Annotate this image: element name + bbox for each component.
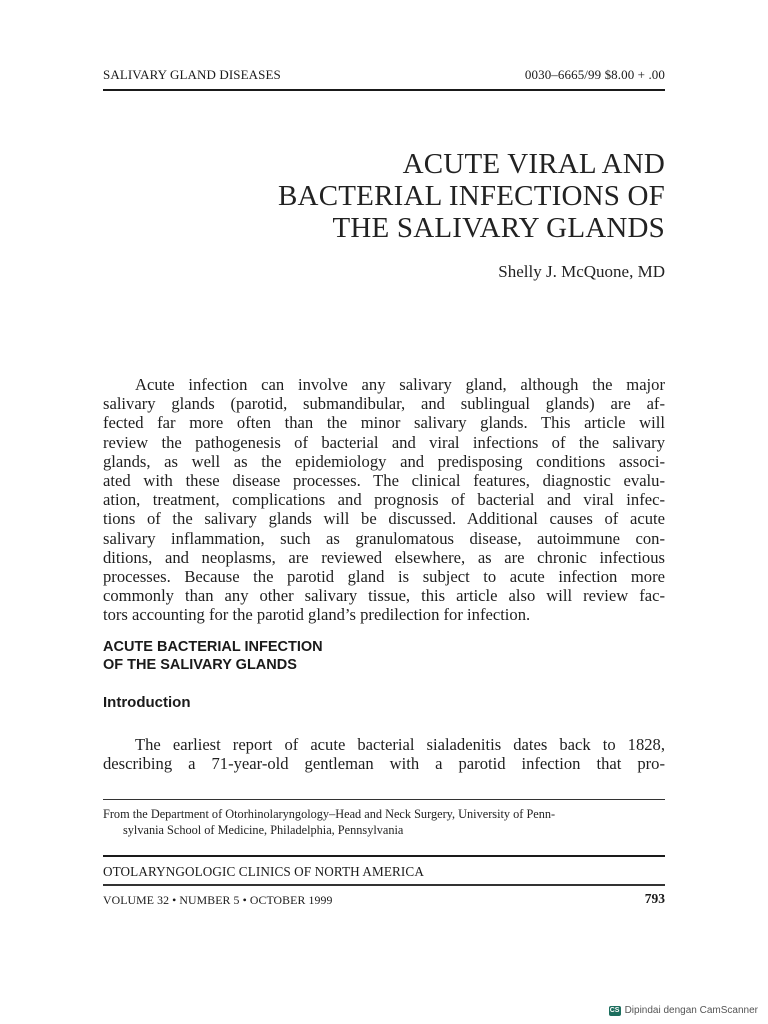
running-head-title: SALIVARY GLAND DISEASES [103,67,281,82]
title-line-3: THE SALIVARY GLANDS [332,212,665,244]
paragraph-line: ated with these disease processes. The clinical features, diagnostic evalu- [103,471,665,491]
subsection-heading: Introduction [103,694,191,711]
paragraph-line: fected far more often than the minor salivary glands. This article will [103,413,665,433]
paragraph-line: tions of the salivary glands will be discussed. Additional causes of acute [103,509,665,529]
paragraph-line: ditions, and neoplasms, are reviewed elsewhere, as are chronic infectious [103,547,665,567]
watermark-text: Dipindai dengan CamScanner [624,1005,758,1016]
journal-rule-top [103,855,665,857]
paragraph-line: The earliest report of acute bacterial sialadenitis dates back to 1828, [135,735,665,754]
paragraph-line: describing a 71-year-old gentleman with a parotid infection that pro- [103,754,665,774]
header-rule [103,89,665,91]
title-line-1: ACUTE VIRAL AND [402,148,665,180]
running-head [103,64,665,86]
paragraph-line: processes. Because the parotid gland is subject to acute infection more [103,567,665,587]
section-heading-line-2: OF THE SALIVARY GLANDS [103,657,297,673]
paragraph-line: ation, treatment, complications and prognosis of bacterial and viral infec- [103,490,665,510]
paragraph-line: Acute infection can involve any salivary gland, although the major [135,375,665,394]
paragraph-line: salivary glands (parotid, submandibular, and sublingual glands) are af- [103,394,665,414]
scanner-watermark [609,1003,758,1018]
paragraph-line: salivary inflammation, such as granulomatous disease, autoimmune con- [103,528,665,548]
section-heading [103,638,323,674]
paragraph-line: tors accounting for the parotid gland’s predilection for infection. [103,605,531,625]
running-head-code: 0030–6665/99 $8.00 + .00 [524,67,665,82]
footnote-rule [103,799,665,800]
footnote-line-2: sylvania School of Medicine, Philadelphia, Pennsylvania [123,823,404,837]
affiliation-footnote [103,806,665,838]
article-title [185,148,665,244]
section-heading-line-1: ACUTE BACTERIAL INFECTION [103,639,323,655]
volume-info: VOLUME 32 • NUMBER 5 • OCTOBER 1999 [103,893,333,907]
paragraph-line: glands, as well as the epidemiology and predisposing conditions associ- [103,451,665,471]
footnote-line-1: From the Department of Otorhinolaryngology–Head and Neck Surgery, University of Penn- [103,807,556,821]
paragraph-line: commonly than any other salivary tissue, this article also will review fac- [103,586,665,606]
title-line-2: BACTERIAL INFECTIONS OF [278,180,665,212]
author-name: Shelly J. McQuone, MD [498,262,665,281]
page-number: 793 [644,891,665,906]
abstract-paragraph [103,375,665,625]
intro-paragraph [103,735,665,773]
camscanner-icon: CS [609,1006,620,1014]
paragraph-line: review the pathogenesis of bacterial and viral infections of the salivary [103,432,665,452]
journal-name: OTOLARYNGOLOGIC CLINICS OF NORTH AMERICA [103,864,424,879]
journal-rule-bottom [103,884,665,886]
